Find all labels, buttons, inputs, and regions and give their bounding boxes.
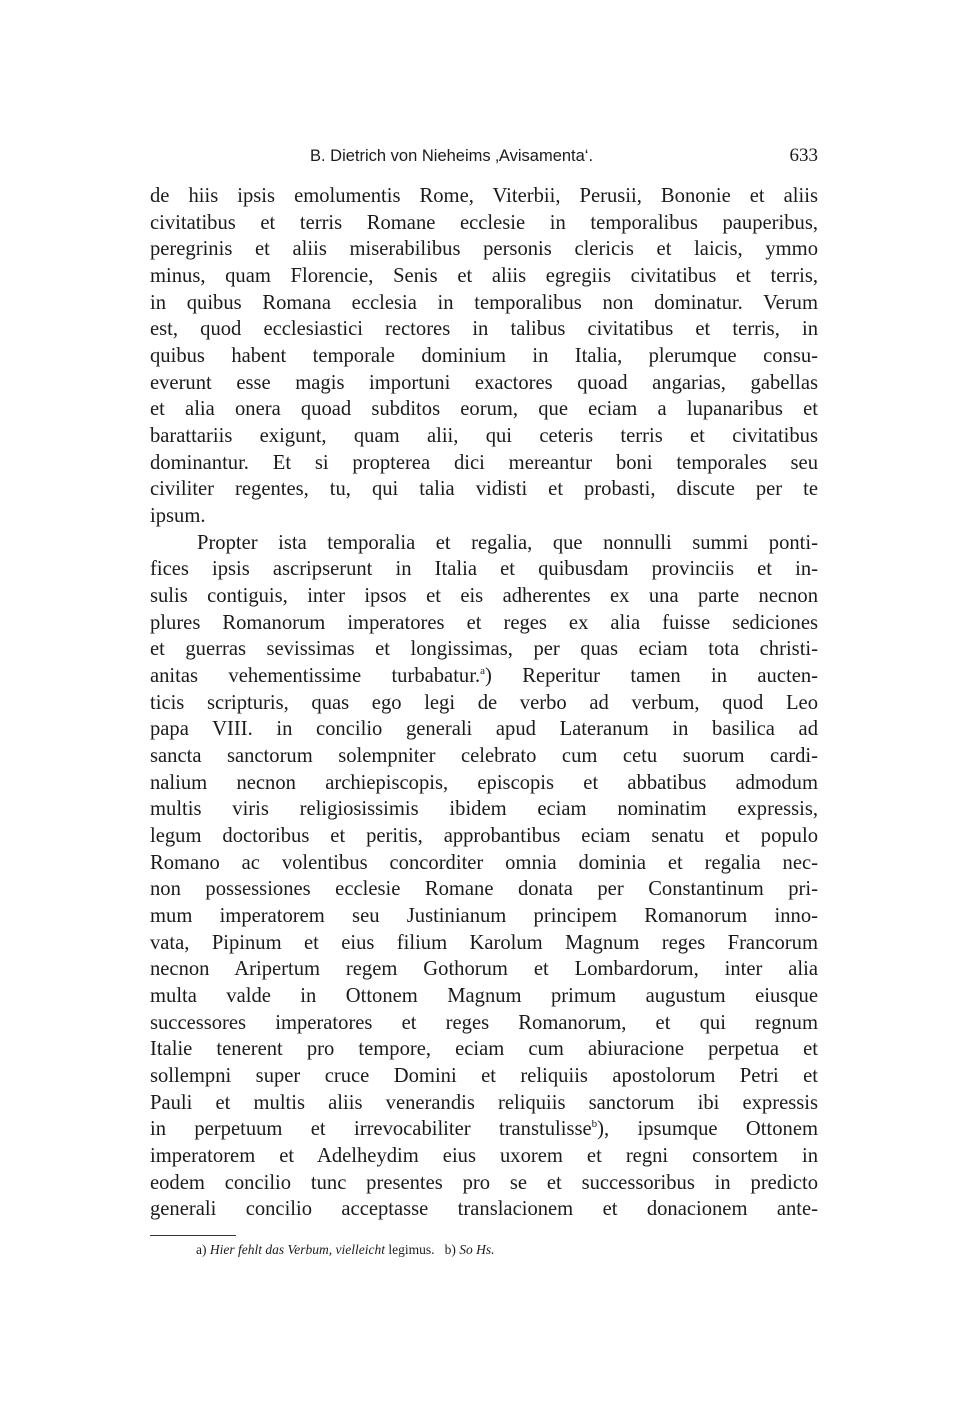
footnote-divider bbox=[150, 1235, 236, 1236]
text-line: plures Romanorum imperatores et reges ex alia fuisse sediciones bbox=[150, 612, 818, 634]
text-line: et alia onera quoad subditos eorum, que eciam a lupanaribus et bbox=[150, 398, 818, 420]
text-line-with-footnote-a bbox=[150, 663, 818, 690]
text-line: peregrinis et aliis miserabilibus personis clericis et laicis, ymmo bbox=[150, 238, 818, 260]
page-number: 633 bbox=[789, 145, 818, 166]
footnote-a-text: Hier fehlt das Verbum, vielleicht bbox=[209, 1242, 385, 1257]
text-line: mum imperatorem seu Justinianum principem Romanorum inno- bbox=[150, 905, 818, 927]
text-line: multis viris religiosissimis ibidem eciam nominatim expressis, bbox=[150, 798, 818, 820]
line-text: anitas vehementissime turbabatur. bbox=[150, 665, 481, 687]
text-line: ipsum. bbox=[150, 505, 206, 527]
text-line: et guerras sevissimas et longissimas, per quas eciam tota christi- bbox=[150, 638, 818, 660]
text-line: necnon Aripertum regem Gothorum et Lombardorum, inter alia bbox=[150, 958, 818, 980]
footnote-ref-a: a bbox=[480, 665, 485, 677]
text-line: multa valde in Ottonem Magnum primum augustum eiusque bbox=[150, 985, 818, 1007]
text-line-with-footnote-b bbox=[150, 1116, 818, 1143]
line-text: in perpetuum et irrevocabiliter transtulisse bbox=[150, 1118, 592, 1140]
text-line: legum doctoribus et peritis, approbantibus eciam senatu et populo bbox=[150, 825, 818, 847]
text-line: everunt esse magis importuni exactores quoad angarias, gabellas bbox=[150, 372, 818, 394]
running-title: B. Dietrich von Nieheims ‚Avisamenta‘. bbox=[310, 147, 594, 165]
footnote-b-label: b) bbox=[444, 1242, 456, 1257]
text-line: non possessiones ecclesie Romane donata per Constantinum pri- bbox=[150, 878, 818, 900]
text-line: de hiis ipsis emolumentis Rome, Viterbii, Perusii, Bononie et aliis bbox=[150, 185, 818, 207]
text-line: minus, quam Florencie, Senis et aliis egregiis civitatibus et terris, bbox=[150, 265, 818, 287]
text-line: ticis scripturis, quas ego legi de verbo ad verbum, quod Leo bbox=[150, 692, 818, 714]
text-line: in quibus Romana ecclesia in temporalibus non dominatur. Verum bbox=[150, 292, 818, 314]
footnote-b-text: So Hs. bbox=[459, 1242, 495, 1257]
text-line: successores imperatores et reges Romanorum, et qui regnum bbox=[150, 1012, 818, 1034]
text-line: eodem concilio tunc presentes pro se et successoribus in predicto bbox=[150, 1172, 818, 1194]
text-line: dominantur. Et si propterea dici mereantur boni temporales seu bbox=[150, 452, 818, 474]
text-line: est, quod ecclesiastici rectores in talibus civitatibus et terris, in bbox=[150, 318, 818, 340]
text-line: quibus habent temporale dominium in Italia, plerumque consu- bbox=[150, 345, 818, 367]
footnote-a-label: a) bbox=[196, 1242, 207, 1257]
text-line: Romano ac volentibus concorditer omnia dominia et regalia nec- bbox=[150, 852, 818, 874]
line-text: ), ipsumque Ottonem bbox=[597, 1118, 818, 1140]
footnote-a-word: legimus. bbox=[388, 1242, 435, 1257]
text-line: fices ipsis ascripserunt in Italia et quibusdam provinciis et in- bbox=[150, 558, 818, 580]
footnote-ref-b: b bbox=[591, 1118, 598, 1130]
text-line: civiliter regentes, tu, qui talia vidisti et probasti, discute per te bbox=[150, 478, 818, 500]
text-line: barattariis exigunt, quam alii, qui ceteris terris et civitatibus bbox=[150, 425, 818, 447]
text-line: civitatibus et terris Romane ecclesie in temporalibus pauperibus, bbox=[150, 212, 818, 234]
text-line: nalium necnon archiepiscopis, episcopis et abbatibus admodum bbox=[150, 772, 818, 794]
text-line: sulis contiguis, inter ipsos et eis adherentes ex una parte necnon bbox=[150, 585, 818, 607]
text-line: papa VIII. in concilio generali apud Lateranum in basilica ad bbox=[150, 718, 818, 740]
text-line: sancta sanctorum solempniter celebrato cum cetu suorum cardi- bbox=[150, 745, 818, 767]
text-line: Italie tenerent pro tempore, eciam cum abiuracione perpetua et bbox=[150, 1038, 818, 1060]
running-head bbox=[150, 142, 818, 170]
text-line: generali concilio acceptasse translacionem et donacionem ante- bbox=[150, 1198, 818, 1220]
line-text: ) Reperitur tamen in aucten- bbox=[484, 665, 819, 687]
paragraph-first-line: Propter ista temporalia et regalia, que nonnulli summi ponti- bbox=[197, 532, 818, 554]
text-line: sollempni super cruce Domini et reliquiis apostolorum Petri et bbox=[150, 1065, 818, 1087]
footnotes bbox=[196, 1239, 494, 1261]
text-line: imperatorem et Adelheydim eius uxorem et regni consortem in bbox=[150, 1145, 818, 1167]
text-line: vata, Pipinum et eius filium Karolum Magnum reges Francorum bbox=[150, 932, 818, 954]
text-line: Pauli et multis aliis venerandis reliquiis sanctorum ibi expressis bbox=[150, 1092, 818, 1114]
